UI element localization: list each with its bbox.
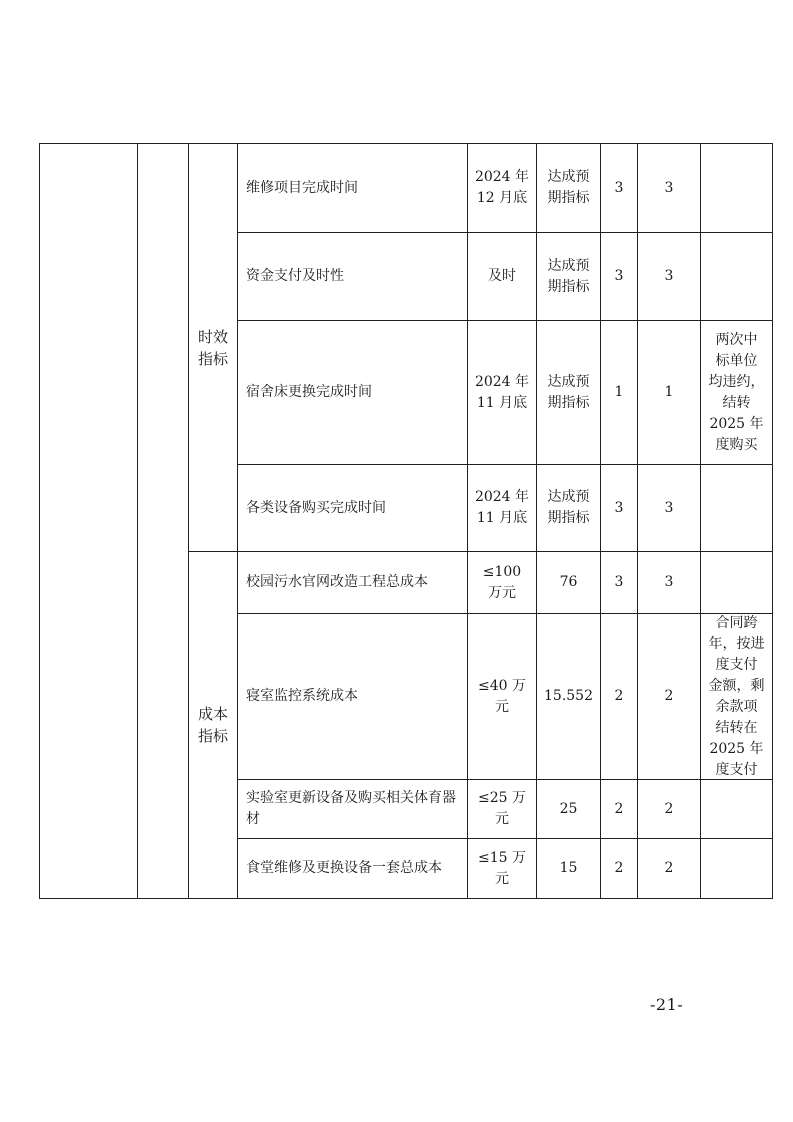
weight-value <box>601 552 637 613</box>
performance-indicator-table <box>39 143 773 899</box>
text-line: 元 <box>495 811 509 827</box>
text-line: 2024 年 <box>474 169 530 185</box>
cell-text <box>560 858 578 879</box>
text-line: 成本 <box>197 705 228 723</box>
score-value <box>638 839 700 898</box>
text-line: 2025 年 <box>709 415 764 432</box>
text-line: 达成预 <box>547 169 590 185</box>
text-line: 指标 <box>197 349 228 368</box>
cell-text <box>548 167 590 209</box>
text-line: 维修项目完成时间 <box>246 179 358 196</box>
text-line: 食堂维修及更换设备一套总成本 <box>246 860 442 876</box>
text-line: 2 <box>664 688 674 704</box>
text-line: 2025 年 <box>709 740 764 757</box>
remark-value <box>701 144 772 232</box>
text-line: ≤25 万 <box>478 790 526 806</box>
cell-text <box>475 372 529 414</box>
weight-value <box>601 839 637 898</box>
group-label-cost <box>189 552 237 898</box>
actual-value <box>537 321 600 464</box>
weight-value <box>601 321 637 464</box>
text-line: 实验室更新设备及购买相关体育器 <box>246 790 456 806</box>
cell-text <box>665 686 674 707</box>
indicator-name <box>238 614 467 779</box>
text-line: 期指标 <box>547 394 590 411</box>
cell-text <box>615 799 624 820</box>
actual-value <box>537 233 600 320</box>
table-border-right <box>772 143 773 899</box>
text-line: 标单位 <box>715 352 758 369</box>
text-line: 3 <box>664 179 674 196</box>
score-value <box>638 552 700 613</box>
cell-text <box>246 382 372 403</box>
actual-value <box>537 144 600 232</box>
text-line: 3 <box>614 268 624 284</box>
text-line: 及时 <box>488 268 516 284</box>
cell-text <box>475 487 529 529</box>
group-label-text <box>198 703 228 747</box>
text-line: 2024 年 <box>474 373 530 390</box>
weight-value <box>601 144 637 232</box>
text-line: 均违约， <box>708 373 765 390</box>
text-line: 金额，剩 <box>708 677 765 694</box>
text-line: ≤100 <box>482 563 522 580</box>
cell-text <box>615 498 624 519</box>
cell-text <box>548 487 590 529</box>
text-line: 宿舍床更换完成时间 <box>246 384 372 400</box>
cell-text <box>246 858 442 879</box>
group-label-text <box>198 326 228 370</box>
cell-text <box>475 167 529 209</box>
cell-text <box>560 799 578 820</box>
actual-value <box>537 465 600 551</box>
cell-text <box>665 572 674 593</box>
indicator-name <box>238 321 467 464</box>
cell-text <box>246 178 358 199</box>
text-line: 76 <box>559 574 578 590</box>
text-line: 万元 <box>487 584 516 601</box>
cell-text <box>665 799 674 820</box>
target-value <box>468 614 536 779</box>
text-line: 校园污水官网改造工程总成本 <box>246 574 428 590</box>
target-value <box>468 465 536 551</box>
cell-text <box>246 572 428 593</box>
cell-text <box>665 266 674 287</box>
text-line: 两次中 <box>715 331 758 348</box>
table-border-bottom <box>39 898 773 899</box>
cell-text <box>615 382 624 403</box>
text-line: 1 <box>614 384 624 400</box>
text-line: 寝室监控系统成本 <box>246 688 358 704</box>
cell-text <box>478 848 526 890</box>
text-line: 合同跨 <box>715 614 758 631</box>
text-line: 3 <box>614 574 624 590</box>
text-line: 3 <box>614 179 624 196</box>
text-line: 期指标 <box>547 190 590 206</box>
cell-text <box>548 372 590 414</box>
remark-value <box>701 321 772 464</box>
text-line: 12 月底 <box>476 190 528 206</box>
text-line: 度支付 <box>715 656 758 673</box>
score-value <box>638 321 700 464</box>
table-border-left <box>39 143 40 899</box>
text-line: 年，按进 <box>708 635 765 652</box>
indicator-name <box>238 465 467 551</box>
text-line: 3 <box>664 268 674 284</box>
weight-value <box>601 780 637 838</box>
weight-value <box>601 614 637 779</box>
text-line: ≤15 万 <box>478 849 526 866</box>
text-line: 2 <box>614 688 624 704</box>
cell-text <box>246 266 344 287</box>
score-value <box>638 614 700 779</box>
cell-text <box>478 676 526 718</box>
remark-value <box>701 552 772 613</box>
text-line: 期指标 <box>547 278 590 295</box>
text-line: 资金支付及时性 <box>246 268 344 284</box>
text-line: 25 <box>559 800 578 817</box>
cell-text <box>615 572 624 593</box>
indicator-name <box>238 144 467 232</box>
text-line: 度支付 <box>715 761 758 778</box>
cell-text <box>709 613 765 781</box>
target-value <box>468 780 536 838</box>
text-line: 11 月底 <box>476 394 528 411</box>
score-value <box>638 780 700 838</box>
remark-value <box>701 780 772 838</box>
target-value <box>468 839 536 898</box>
cell-text <box>544 686 593 707</box>
column-divider <box>137 143 138 899</box>
target-value <box>468 144 536 232</box>
text-line: 15.552 <box>544 688 593 704</box>
text-line: 元 <box>495 698 509 715</box>
cell-text <box>488 266 516 287</box>
cell-text <box>709 330 765 456</box>
text-line: 材 <box>246 811 260 827</box>
cell-text <box>560 572 578 593</box>
text-line: 2 <box>664 860 674 876</box>
remark-value <box>701 233 772 320</box>
cell-text <box>665 382 674 403</box>
remark-value <box>701 839 772 898</box>
remark-value <box>701 465 772 551</box>
actual-value <box>537 552 600 613</box>
text-line: 度购买 <box>715 436 758 453</box>
actual-value <box>537 780 600 838</box>
cell-text <box>246 686 358 707</box>
weight-value <box>601 465 637 551</box>
text-line: 11 月底 <box>476 510 528 526</box>
text-line: 各类设备购买完成时间 <box>246 499 386 516</box>
cell-text <box>483 562 521 604</box>
indicator-name <box>238 839 467 898</box>
target-value <box>468 233 536 320</box>
cell-text <box>665 498 674 519</box>
text-line: 3 <box>614 499 624 516</box>
text-line: 1 <box>664 384 674 400</box>
text-line: 结转在 <box>715 719 758 736</box>
target-value <box>468 552 536 613</box>
group-label-timeliness <box>189 144 237 551</box>
text-line: 期指标 <box>547 510 590 526</box>
cell-text <box>478 788 526 830</box>
cell-text <box>246 788 456 830</box>
score-value <box>638 465 700 551</box>
cell-text <box>246 498 386 519</box>
text-line: 元 <box>495 870 509 887</box>
cell-text <box>615 686 624 707</box>
indicator-name <box>238 552 467 613</box>
text-line: 2 <box>614 860 624 876</box>
actual-value <box>537 614 600 779</box>
text-line: 3 <box>664 499 674 516</box>
cell-text <box>548 256 590 298</box>
text-line: 余款项 <box>715 698 758 715</box>
page-number: -21- <box>650 995 684 1014</box>
text-line: ≤40 万 <box>478 677 526 694</box>
cell-text <box>665 178 674 199</box>
text-line: 3 <box>664 574 674 590</box>
indicator-name <box>238 233 467 320</box>
text-line: 2 <box>664 800 674 817</box>
text-line: 15 <box>559 860 578 876</box>
text-line: 达成预 <box>547 257 590 274</box>
actual-value <box>537 839 600 898</box>
indicator-name <box>238 780 467 838</box>
text-line: 指标 <box>197 727 228 745</box>
text-line: 达成预 <box>547 489 590 505</box>
score-value <box>638 144 700 232</box>
cell-text <box>615 178 624 199</box>
text-line: 2024 年 <box>474 489 530 505</box>
weight-value <box>601 233 637 320</box>
remark-value <box>701 614 772 779</box>
score-value <box>638 233 700 320</box>
cell-text <box>665 858 674 879</box>
cell-text <box>615 266 624 287</box>
text-line: 时效 <box>197 327 228 346</box>
text-line: 达成预 <box>547 373 590 390</box>
target-value <box>468 321 536 464</box>
text-line: 结转 <box>722 394 751 411</box>
text-line: 2 <box>614 800 624 817</box>
cell-text <box>615 858 624 879</box>
